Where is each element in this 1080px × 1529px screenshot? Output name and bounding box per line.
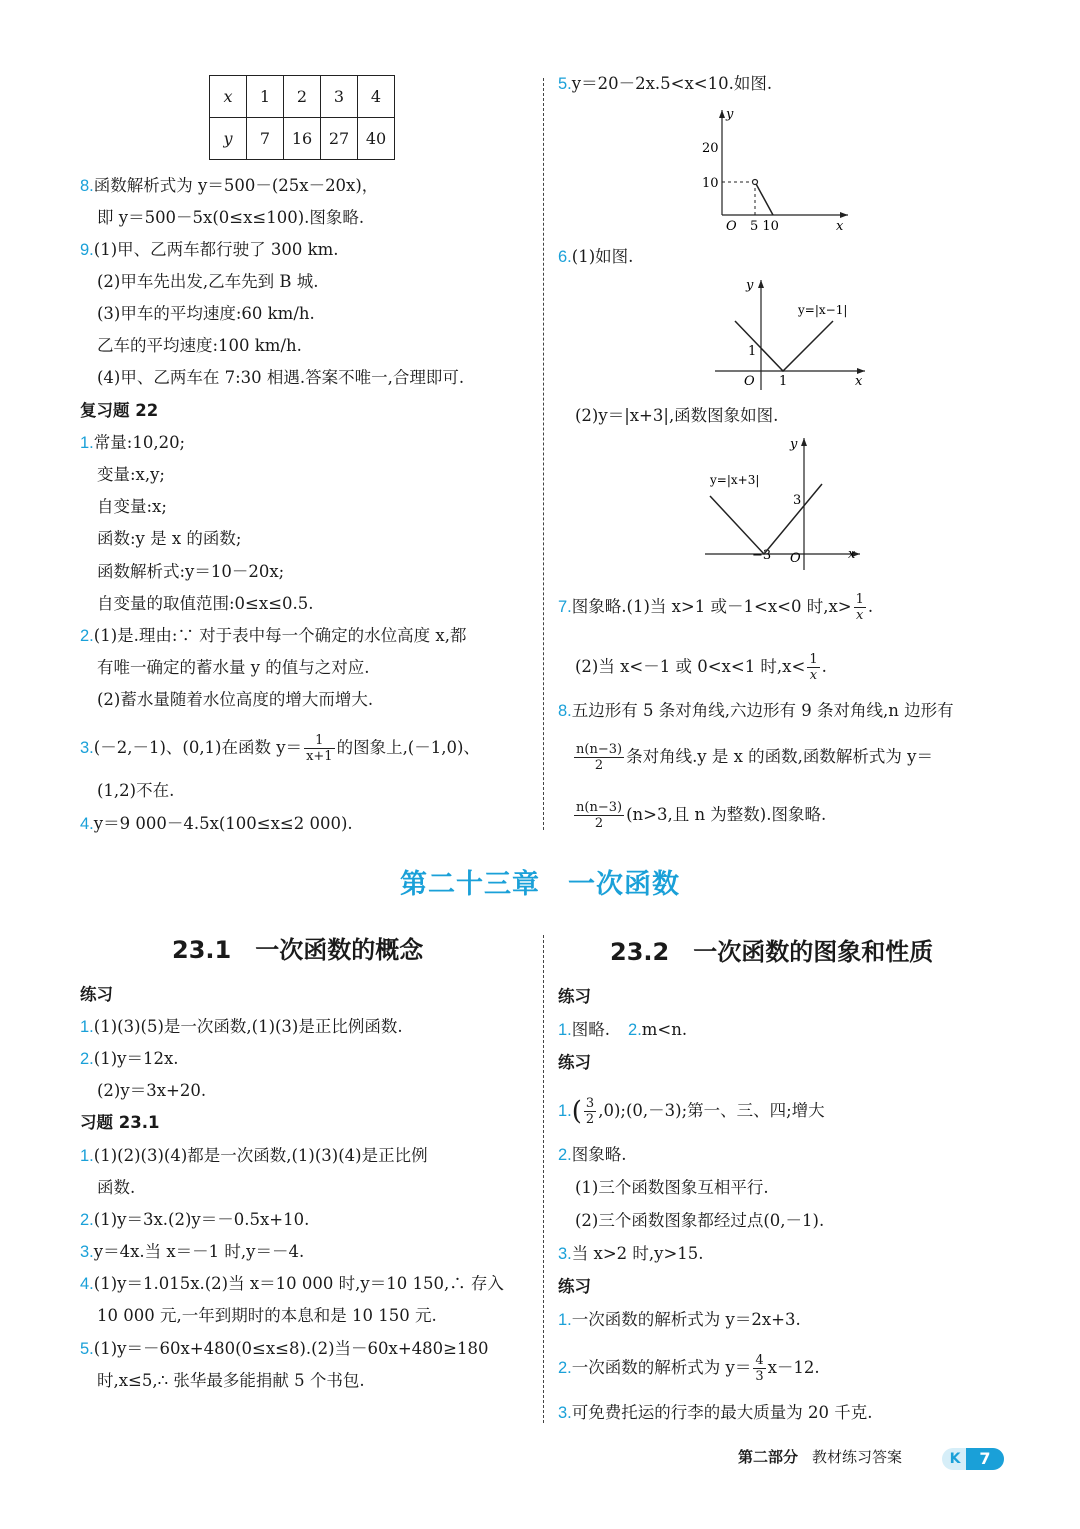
answer-text: 图略.: [571, 1020, 611, 1039]
column-divider-bottom: [543, 935, 544, 1423]
fraction-numerator: 3: [585, 1096, 595, 1111]
k-icon: K: [949, 1451, 961, 1467]
item-number: 2.: [80, 1211, 94, 1229]
item-number: 2.: [80, 627, 94, 645]
table-cell: 27: [321, 118, 358, 160]
fraction: [574, 800, 624, 831]
fraction: [807, 652, 819, 683]
exercise-5: [80, 1337, 488, 1361]
function-label: y=|x+3|: [710, 473, 760, 487]
answer-line: [575, 652, 827, 683]
column-divider-top: [543, 78, 544, 830]
fraction-numerator: n(n−3): [576, 800, 623, 815]
item-number: 2.: [80, 1050, 94, 1068]
practice-heading: 练习: [558, 1053, 591, 1072]
answer-line: 时,x≤5,∴ 张华最多能捐献 5 个书包.: [97, 1371, 365, 1390]
fraction: [753, 1353, 765, 1384]
x-axis-label: x: [836, 219, 844, 234]
fraction: [854, 592, 866, 623]
period: .: [867, 597, 874, 616]
table-cell: 40: [358, 118, 395, 160]
answer-line: 10 000 元,一年到期时的本息和是 10 150 元.: [97, 1306, 437, 1325]
answer-line: [572, 742, 933, 773]
practice-c2: [558, 1353, 820, 1384]
origin-label: O: [726, 219, 737, 234]
answer-text: (1)y＝1.015x.(2)当 x＝10 000 时,y＝10 150,∴ 存入: [93, 1274, 504, 1293]
item-number: 1.: [558, 1102, 572, 1120]
answer-text: (－2,－1)、(0,1)在函数 y＝: [93, 738, 303, 757]
fraction-denominator: x+1: [306, 749, 333, 764]
answer-line: (3)甲车的平均速度:60 km/h.: [97, 304, 315, 323]
answer-text: y＝4x.当 x＝－1 时,y＝－4.: [93, 1242, 305, 1261]
review-3: [80, 733, 480, 764]
answer-text: ;(0,－3);第一、三、四;增大: [620, 1101, 825, 1120]
answer-line: (2)三个函数图象都经过点(0,－1).: [575, 1211, 825, 1230]
fraction-numerator: 1: [809, 652, 818, 667]
table-cell: 2: [284, 76, 321, 118]
practice-1: [80, 1015, 403, 1039]
review-title: 复习题 22: [80, 401, 159, 420]
y-axis-label: y: [726, 107, 734, 122]
item-number: 2.: [558, 1146, 572, 1164]
answer-8: [80, 174, 378, 198]
practice-c1: [558, 1308, 801, 1332]
answer-text: (n>3,且 n 为整数).图象略.: [626, 805, 827, 824]
review-4: [80, 812, 353, 836]
tick-label-3: 3: [793, 493, 802, 508]
answer-text: (1)y＝12x.: [93, 1049, 179, 1068]
answer-text: 一次函数的解析式为 y＝: [571, 1358, 752, 1377]
exercise-3: [80, 1240, 304, 1264]
answer-line: (2)y＝|x+3|,函数图象如图.: [575, 406, 779, 425]
item-number: 5.: [558, 75, 572, 93]
answer-text: (1)(2)(3)(4)都是一次函数,(1)(3)(4)是正比例: [93, 1146, 428, 1165]
tick-label-minus-3: −3: [752, 548, 772, 563]
answer-line: 函数解析式:y＝10－20x;: [97, 562, 285, 581]
answer-text: 的图象上,(－1,0)、: [336, 738, 480, 757]
table-cell: 7: [247, 118, 284, 160]
fraction-denominator: 3: [755, 1369, 764, 1384]
table-row: [210, 76, 395, 118]
answer-line: 有唯一确定的蓄水量 y 的值与之对应.: [97, 658, 370, 677]
answer-text: y＝9 000－4.5x(100≤x≤2 000).: [93, 814, 353, 833]
practice-2: [80, 1047, 179, 1071]
fraction-denominator: x: [809, 668, 818, 683]
fraction: [304, 733, 335, 764]
answer-text: 可免费托运的行李的最大质量为 20 千克.: [571, 1403, 873, 1422]
fraction-denominator: 2: [594, 758, 604, 773]
tick-label-10: 10: [702, 176, 719, 191]
answer-line: (4)甲、乙两车在 7:30 相遇.答案不唯一,合理即可.: [97, 368, 465, 387]
practice-b1: [558, 1096, 825, 1127]
answer-line: (2)y＝3x+20.: [97, 1081, 207, 1100]
fraction-denominator: x: [856, 608, 864, 623]
table-cell: 16: [284, 118, 321, 160]
fraction-numerator: 1: [304, 733, 335, 749]
fraction: [574, 742, 624, 773]
period: .: [821, 657, 827, 676]
answer-9: [80, 238, 339, 262]
item-number: 7.: [558, 598, 572, 616]
table-cell: 3: [321, 76, 358, 118]
item-number: 1.: [80, 434, 94, 452]
practice-b3: [558, 1242, 704, 1266]
answer-text: (1)如图.: [571, 247, 634, 266]
answer-text: 条对角线.y 是 x 的函数,函数解析式为 y＝: [626, 747, 933, 766]
item-number: 8.: [558, 702, 572, 720]
answer-text: ,0): [598, 1101, 621, 1120]
answer-text: (1)y＝3x.(2)y＝－0.5x+10.: [93, 1210, 310, 1229]
section-title-23-2: 23.2 一次函数的图象和性质: [610, 938, 934, 966]
fraction-denominator: 2: [585, 1112, 595, 1127]
exercise-2: [80, 1208, 309, 1232]
answer-text: y＝20－2x.5<x<10.如图.: [571, 74, 773, 93]
answer-text: (1)是.理由:∵ 对于表中每一个确定的水位高度 x,都: [93, 626, 467, 645]
graph-q5: [700, 100, 860, 240]
tick-labels-x-text: 5 10: [750, 219, 779, 234]
x-axis-label: x: [848, 547, 856, 562]
origin-label: O: [744, 374, 755, 389]
answer-line: 变量:x,y;: [97, 465, 165, 484]
section-title-23-1: 23.1 一次函数的概念: [172, 936, 424, 964]
practice-c3: [558, 1401, 873, 1425]
exercise-heading: 习题 23.1: [80, 1113, 160, 1132]
table-cell: 1: [247, 76, 284, 118]
item-number: 3.: [558, 1245, 572, 1263]
practice-heading: 练习: [558, 1277, 591, 1296]
answer-line: [572, 800, 826, 831]
item-number: 4.: [80, 1275, 94, 1293]
practice-b2: [558, 1143, 627, 1167]
footer-name: 教材练习答案: [812, 1448, 903, 1466]
answer-6: [558, 245, 633, 269]
answer-line: 即 y＝500－5x(0≤x≤100).图象略.: [97, 208, 365, 227]
fraction-numerator: n(n−3): [576, 742, 623, 757]
tick-label-20: 20: [702, 141, 719, 156]
item-number: 1.: [80, 1018, 94, 1036]
origin-label: O: [790, 551, 801, 566]
item-number: 3.: [80, 739, 94, 757]
page-number: 7: [966, 1448, 1004, 1470]
chapter-title: 第二十三章 一次函数: [400, 869, 680, 900]
answer-line: (1,2)不在.: [97, 781, 175, 800]
answer-line: 自变量的取值范围:0≤x≤0.5.: [97, 594, 314, 613]
answer-8-right: [558, 699, 954, 723]
review-2: [80, 624, 466, 648]
item-number: 9.: [80, 241, 94, 259]
answer-text: 五边形有 5 条对角线,六边形有 9 条对角线,n 边形有: [571, 701, 954, 720]
answer-text: (1)(3)(5)是一次函数,(1)(3)是正比例函数.: [93, 1017, 403, 1036]
answer-text: (1)y＝－60x+480(0≤x≤8).(2)当－60x+480≥180: [93, 1339, 489, 1358]
fraction-numerator: 1: [855, 592, 864, 607]
answer-5: [558, 72, 772, 96]
answer-line: 函数.: [97, 1178, 136, 1197]
tick-label-1-x: 1: [779, 374, 788, 389]
answer-text: (1)甲、乙两车都行驶了 300 km.: [93, 240, 339, 259]
function-label: y=|x−1|: [798, 303, 848, 317]
exercise-1: [80, 1144, 428, 1168]
practice-a: [558, 1018, 687, 1042]
answer-text: 一次函数的解析式为 y＝2x+3.: [571, 1310, 801, 1329]
practice-heading: 练习: [558, 987, 591, 1006]
item-number: 2.: [558, 1359, 572, 1377]
answer-text: (2)当 x<－1 或 0<x<1 时,x<: [575, 657, 806, 676]
item-number: 8.: [80, 177, 94, 195]
answer-line: 函数:y 是 x 的函数;: [97, 529, 242, 548]
item-number: 6.: [558, 248, 572, 266]
answer-text: 图象略.: [571, 1145, 627, 1164]
footer-text: [738, 1446, 902, 1467]
item-number: 2.: [628, 1021, 642, 1039]
graph-q6-2: [700, 432, 865, 572]
answer-text: x－12.: [767, 1358, 820, 1377]
answer-line: (2)甲车先出发,乙车先到 B 城.: [97, 272, 319, 291]
answer-text: 函数解析式为 y＝500－(25x－20x)，: [93, 176, 379, 195]
review-1: [80, 431, 185, 455]
answer-line: 乙车的平均速度:100 km/h.: [97, 336, 302, 355]
y-axis-label: y: [790, 437, 798, 452]
table-cell: x: [210, 76, 247, 118]
item-number: 5.: [80, 1340, 94, 1358]
answer-text: m<n.: [641, 1020, 688, 1039]
practice-heading: 练习: [80, 985, 113, 1004]
item-number: 1.: [80, 1147, 94, 1165]
item-number: 1.: [558, 1021, 572, 1039]
answer-text: 当 x>2 时,y>15.: [571, 1244, 704, 1263]
fraction: [584, 1096, 596, 1127]
table-cell: 4: [358, 76, 395, 118]
graph-q6-1: [710, 272, 870, 394]
answer-text: 图象略.(1)当 x>1 或－1<x<0 时,x>: [571, 597, 852, 616]
item-number: 4.: [80, 815, 94, 833]
footer-part: 第二部分: [738, 1448, 799, 1466]
answer-7: [558, 592, 873, 623]
y-axis-label: y: [746, 278, 754, 293]
answer-line: (1)三个函数图象互相平行.: [575, 1178, 769, 1197]
answer-line: 自变量:x;: [97, 497, 167, 516]
item-number: 3.: [558, 1404, 572, 1422]
fraction-numerator: 4: [755, 1353, 764, 1368]
x-axis-label: x: [855, 374, 863, 389]
xy-value-table: [209, 75, 395, 160]
tick-label-1-y: 1: [748, 344, 757, 359]
table-row: [210, 118, 395, 160]
paren-open: (: [571, 1096, 582, 1127]
item-number: 3.: [80, 1243, 94, 1261]
item-number: 1.: [558, 1311, 572, 1329]
answer-line: (2)蓄水量随着水位高度的增大而增大.: [97, 690, 374, 709]
answer-text: 常量:10,20;: [93, 433, 186, 452]
exercise-4: [80, 1272, 504, 1296]
table-cell: y: [210, 118, 247, 160]
fraction-denominator: 2: [594, 816, 604, 831]
